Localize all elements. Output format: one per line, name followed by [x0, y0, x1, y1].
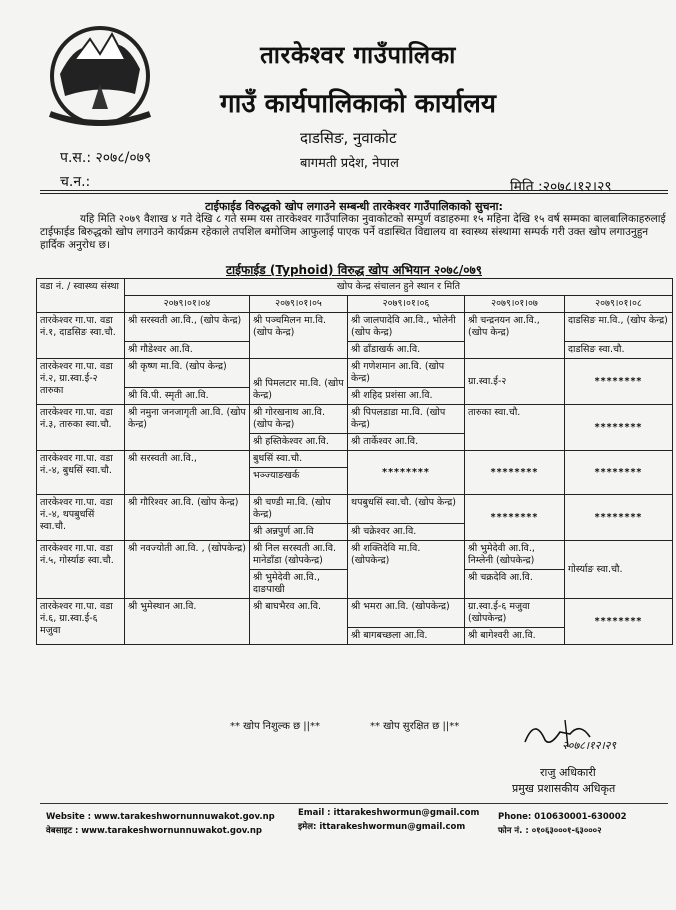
ward-cell: तारकेश्वर गा.पा. वडा नं.-४, बुधसिं स्वा.चौ.: [37, 451, 125, 495]
ward-cell: तारकेश्वर गा.पा. वडा नं.५, गोर्स्याङ स्वा.चौ.: [37, 541, 125, 599]
table-cell: श्री गणेशमान आ.वि. (खोप केन्द्र): [348, 359, 465, 388]
table-cell: श्री हस्तिकेश्वर आ.वि.: [250, 434, 348, 451]
table-cell: श्री भुमेदेवी आ.वि., निम्लेनी (खोपकेन्द्र): [465, 541, 565, 570]
date-header: २०७९।०१।०७: [465, 296, 565, 313]
notice-subject: टाईफाईड विरुद्धको खोप लगाउने सम्बन्धी तारकेश्वर गाउँपालिकाको सुचना:: [205, 200, 503, 213]
vaccination-schedule-table: [36, 278, 673, 645]
table-cell: श्री निल सरस्वती आ.वि. मानेडाँडा (खोपकेन्द्र): [250, 541, 348, 570]
ward-cell: तारकेश्वर गा.पा. वडा नं.-४, थपबुधसिं स्वा.चौ.: [37, 495, 125, 541]
table-cell: श्री गौडेश्वर आ.वि.: [125, 342, 250, 359]
table-cell: श्री कृष्ण मा.वि. (खोप केन्द्र): [125, 359, 250, 388]
table-cell: बुधसिं स्वा.चौ.: [250, 451, 348, 468]
no-session-cell: ********: [565, 495, 673, 541]
date-header: २०७९।०१।०८: [565, 296, 673, 313]
date-header: २०७९।०१।०६: [348, 296, 465, 313]
table-cell: श्री नमुना जनजागृती आ.वि. (खोप केन्द्र): [125, 405, 250, 451]
table-cell: तारुका स्वा.चौ.: [465, 405, 565, 451]
table-cell: श्री तार्केश्वर आ.वि.: [348, 434, 465, 451]
email-np: इमेल: ittarakeshwormun@gmail.com: [298, 822, 466, 832]
note-free: ** खोप निशुल्क छ ||**: [230, 721, 321, 732]
table-title: टाईफाईड (Typhoid) विरुद्ध खोप अभियान २०७८/०७९: [225, 263, 483, 277]
table-cell: श्री चक्रेश्वर आ.वि.: [348, 524, 465, 541]
signatory-post: प्रमुख प्रशासकीय अधिकृत: [512, 782, 616, 795]
ward-cell: तारकेश्वर गा.पा. वडा नं.१, दाडसिङ स्वा.चौ.: [37, 313, 125, 359]
table-cell: श्री नवज्योती आ.वि. , (खोपकेन्द्र): [125, 541, 250, 599]
phone-en: Phone: 010630001-630002: [498, 812, 627, 822]
table-cell: दाडसिङ मा.वि., (खोप केन्द्र): [565, 313, 673, 342]
table-cell: गोर्स्याङ स्वा.चौ.: [565, 541, 673, 599]
divider: [40, 190, 668, 191]
table-cell: श्री चन्द्रनयन आ.वि., (खोप केन्द्र): [465, 313, 565, 359]
table-cell: श्री गौरिश्वर आ.वि. (खोप केन्द्र): [125, 495, 250, 541]
table-cell: श्री भुमेदेवी आ.वि., दाङपाखी: [250, 570, 348, 599]
table-cell: श्री गोरखनाथ आ.वि. (खोप केन्द्र): [250, 405, 348, 434]
date-header: २०७९।०१।०४: [125, 296, 250, 313]
date-header: २०७९।०१।०५: [250, 296, 348, 313]
no-session-cell: ********: [348, 451, 465, 495]
no-session-cell: ********: [565, 451, 673, 495]
table-cell: श्री भमरा आ.वि. (खोपकेन्द्र): [348, 599, 465, 628]
no-session-cell: ********: [565, 599, 673, 645]
signature-date: २०७८।१२।२९: [562, 739, 617, 752]
website-np: वेबसाइट : www.tarakeshwornunnuwakot.gov.np: [46, 826, 262, 836]
table-cell: श्री जालपादेवि आ.वि., भोलेनी (खोप केन्द्र): [348, 313, 465, 342]
table-cell: ग्रा.स्वा.ई-२: [465, 359, 565, 405]
table-row: [37, 451, 673, 468]
table-cell: श्री सरस्वती आ.वि.,: [125, 451, 250, 495]
note-safe: ** खोप सुरक्षित छ ||**: [370, 721, 460, 732]
table-cell: श्री चण्डी मा.वि. (खोप केन्द्र): [250, 495, 348, 524]
table-cell: श्री सरस्वती आ.वि., (खोप केन्द्र): [125, 313, 250, 342]
table-row: [37, 495, 673, 524]
municipality-title: तारकेश्वर गाउँपालिका: [260, 41, 456, 69]
ward-cell: तारकेश्वर गा.पा. वडा नं.६, ग्रा.स्वा.ई-६ मजुवा: [37, 599, 125, 645]
location-date-header: खोप केन्द्र संचालन हुने स्थान र मिति: [125, 279, 673, 296]
table-cell: श्री ढाँडाखर्क आ.वि.: [348, 342, 465, 359]
date-header-row: [37, 296, 673, 313]
table-cell: ग्रा.स्वा.ई-६ मजुवा (खोपकेन्द्र): [465, 599, 565, 628]
table-header-row: [37, 279, 673, 296]
table-row: [37, 599, 673, 628]
table-cell: श्री पिपलडाडा मा.वि. (खोप केन्द्र): [348, 405, 465, 434]
table-row: [37, 405, 673, 434]
table-row: [37, 359, 673, 388]
reference-number: प.स.: २०७८/०७९: [60, 150, 152, 166]
footer-divider: [40, 803, 668, 804]
table-cell: दाडसिङ स्वा.चौ.: [565, 342, 673, 359]
no-session-cell: ********: [565, 359, 673, 405]
table-cell: श्री वि.पी. स्मृती आ.वि.: [125, 388, 250, 405]
table-cell: श्री भुमेस्थान आ.वि.: [125, 599, 250, 645]
no-session-cell: ********: [465, 495, 565, 541]
dispatch-number: च.न.:: [60, 174, 91, 190]
table-cell: श्री शक्तिदेवि मा.वि. (खोपकेन्द्र): [348, 541, 465, 599]
table-cell: श्री पिमलटार मा.वि. (खोप केन्द्र): [250, 359, 348, 405]
email-en: Email : ittarakeshwormun@gmail.com: [298, 808, 480, 818]
address-line-1: दाडसिङ, नुवाकोट: [300, 129, 397, 147]
no-session-cell: ********: [465, 451, 565, 495]
document-date: मिति :२०७८।१२।२९: [510, 179, 612, 195]
signatory-name: राजु अधिकारी: [540, 766, 596, 779]
notice-paragraph: यहि मिति २०७९ वैशाख ४ गते देखि ८ गते सम्म यस तारकेश्वर गाउँपालिका नुवाकोटको सम्पुर्ण वडाहरुमा १५ महिना देखि १५ वर्ष सम्मका बालबालिकाहरुलाई टाईफाईड बिरुद्धको खोप लगाउने कार्यक्रम रहेकाले तपशिल बमोजिम आफुलाई पाएक पर्ने वडास्थित विद्यालय वा स्वास्थ्य संस्थामा सम्पर्क गरी उक्त खोप लगाउनुहुन हार्दिक अनुरोध छ।: [40, 213, 666, 251]
table-cell: श्री पञ्चमिलन मा.वि.(खोप केन्द्र): [250, 313, 348, 359]
table-cell: भञ्ज्याङखर्क: [250, 468, 348, 495]
table-cell: श्री बागबच्छला आ.वि.: [348, 628, 465, 645]
table-cell: श्री बाघभैरव आ.वि.: [250, 599, 348, 645]
ward-cell: तारकेश्वर गा.पा. वडा नं.३, तारुका स्वा.चौ.: [37, 405, 125, 451]
table-row: [37, 342, 673, 359]
table-row: [37, 313, 673, 342]
table-row: [37, 541, 673, 570]
table-cell: श्री अन्नपुर्ण आ.वि: [250, 524, 348, 541]
no-session-cell: ********: [565, 405, 673, 451]
address-line-2: बागमती प्रदेश, नेपाल: [300, 156, 399, 171]
ward-header: वडा नं. / स्वास्थ्य संस्था: [37, 279, 125, 313]
table-cell: श्री शहिद प्रशंसा आ.वि.: [348, 388, 465, 405]
ward-cell: तारकेश्वर गा.पा. वडा नं.२, ग्रा.स्वा.ई-२ तारुका: [37, 359, 125, 405]
table-cell: थपबुधसिं स्वा.चौ. (खोप केन्द्र): [348, 495, 465, 524]
office-title: गाउँ कार्यपालिकाको कार्यालय: [220, 89, 496, 119]
table-cell: श्री चक्रदेवि आ.वि.: [465, 570, 565, 599]
divider: [40, 193, 668, 194]
phone-np: फोन नं. : ०१०६३०००१-६३०००२: [498, 826, 602, 836]
website-en: Website : www.tarakeshwornunnuwakot.gov.np: [46, 812, 275, 822]
table-cell: श्री बागेश्वरी आ.वि.: [465, 628, 565, 645]
